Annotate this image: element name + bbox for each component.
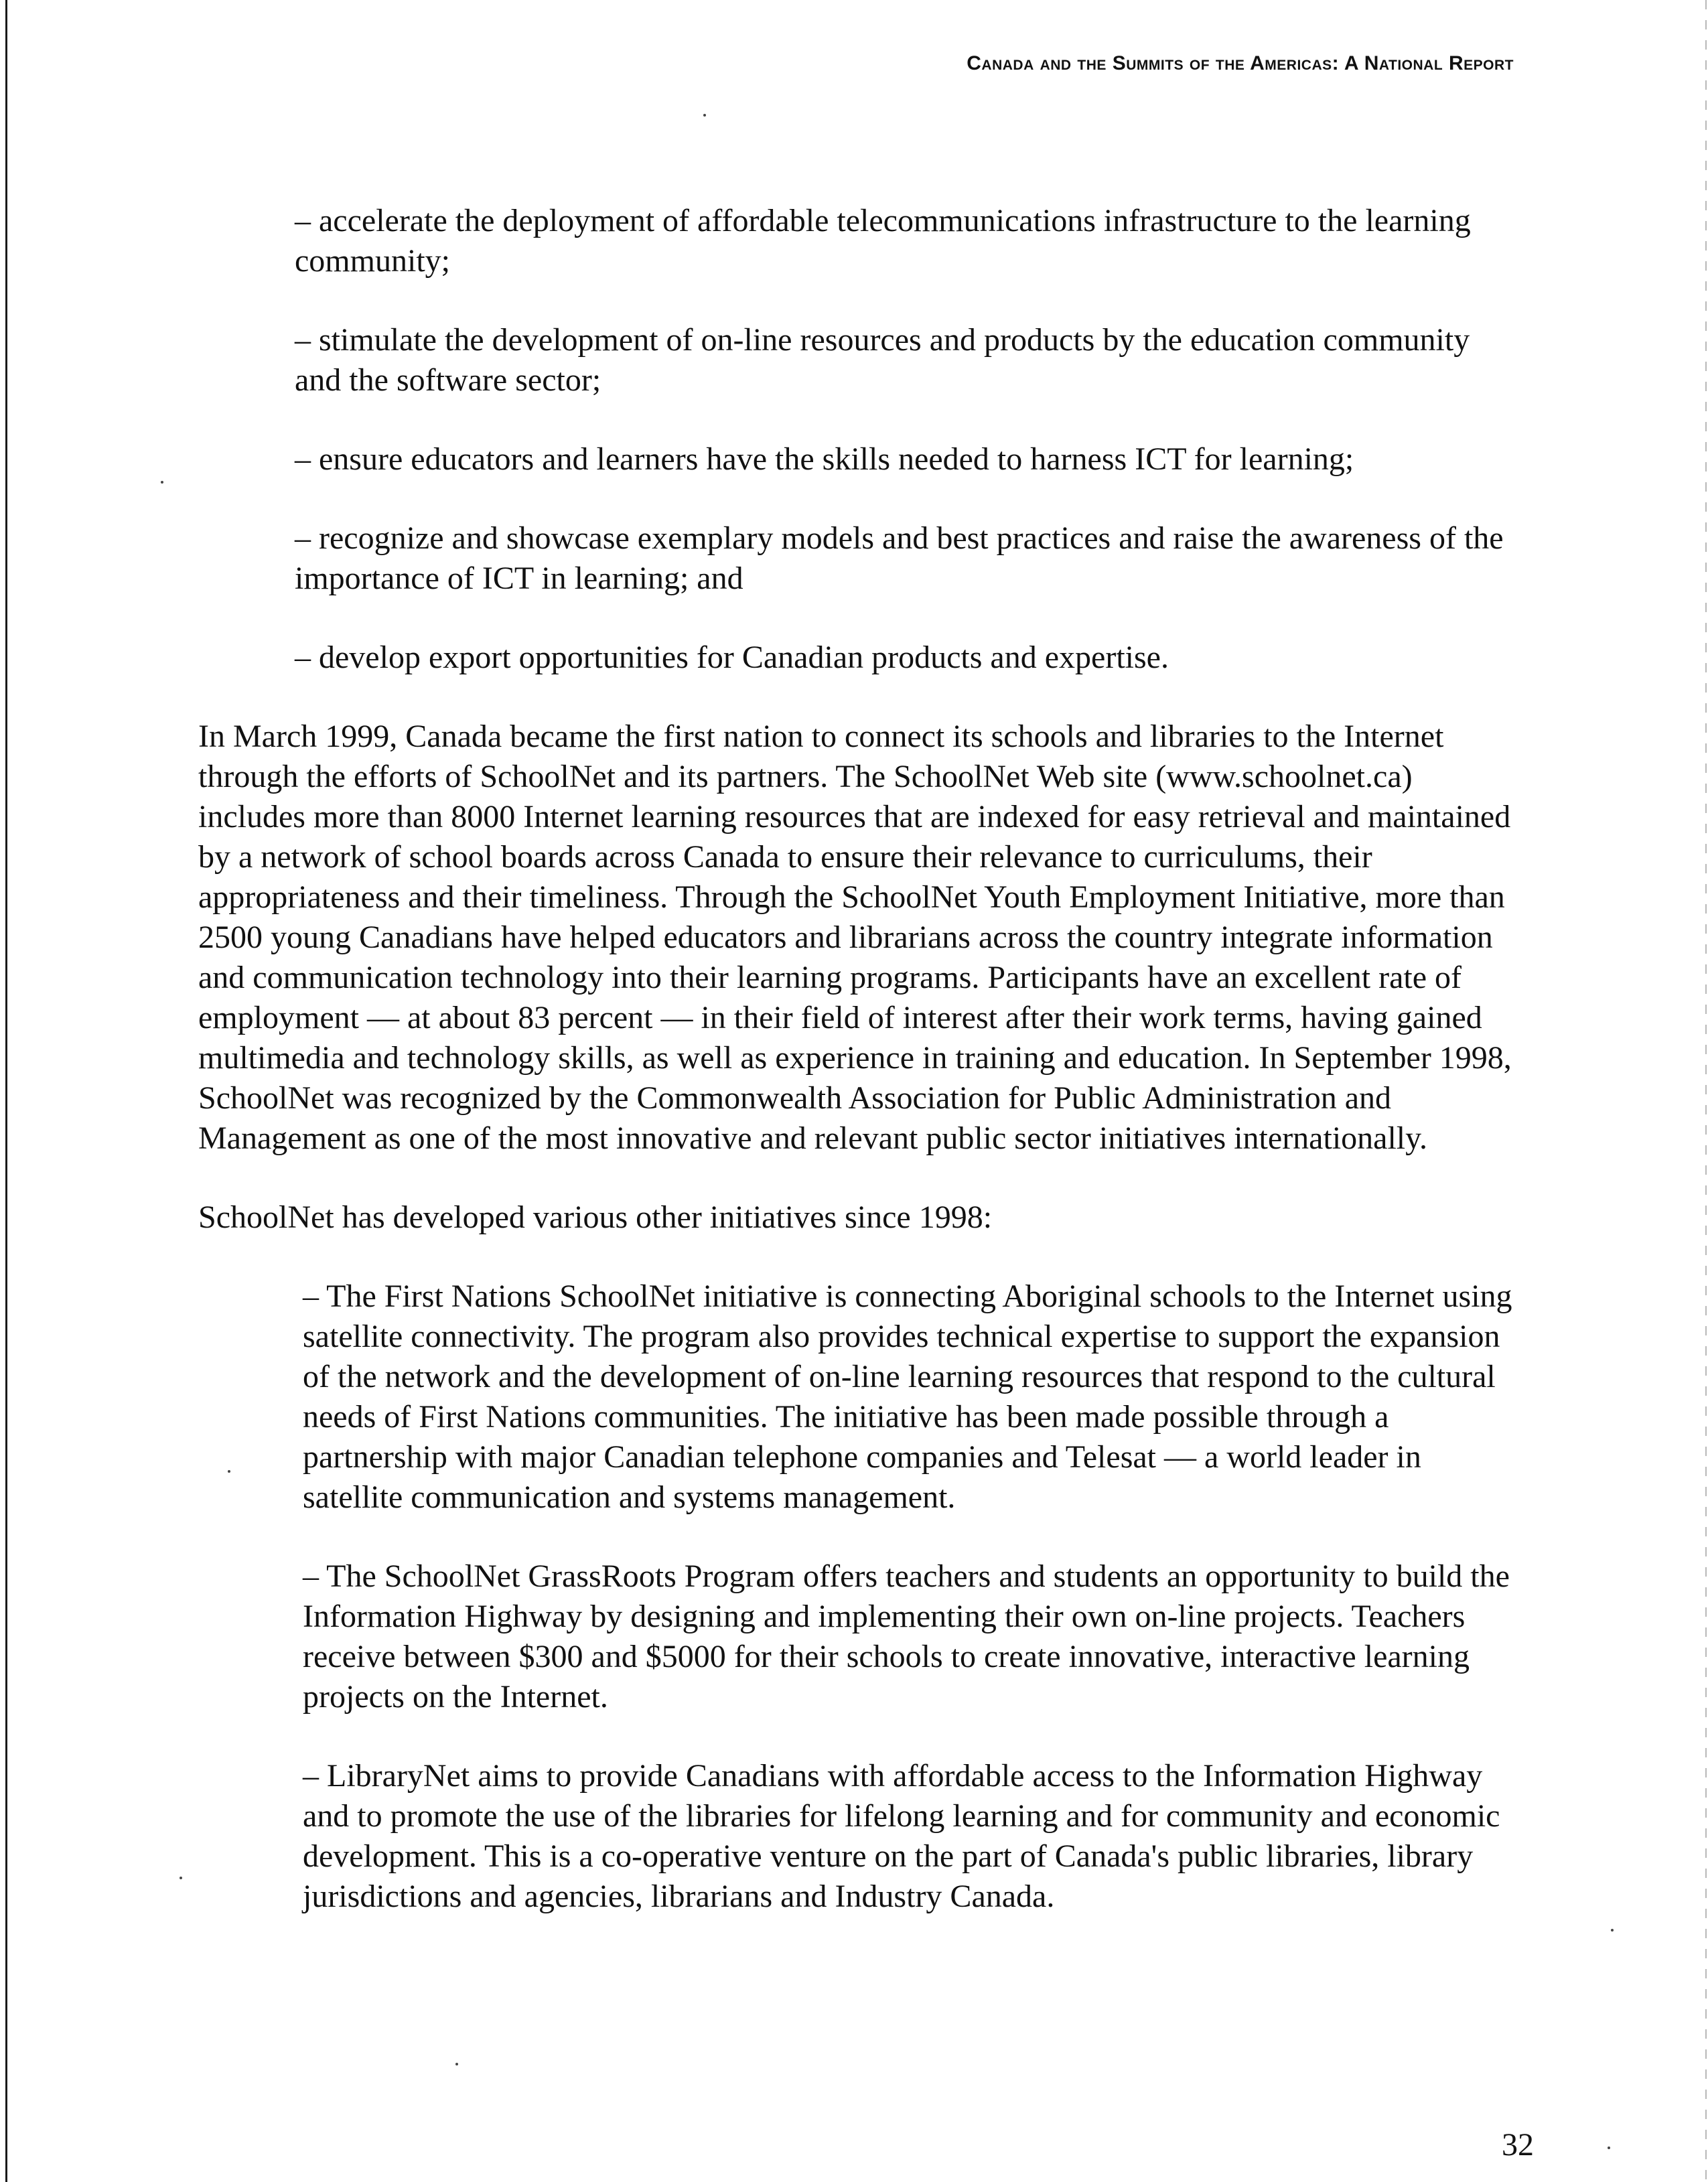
list-item: – stimulate the development of on-line resources and products by the education community and the software sector;: [295, 322, 1470, 398]
page-edge-left: [5, 0, 7, 2182]
list-item: – accelerate the deployment of affordable telecommunications infrastructure to the learning community;: [295, 203, 1471, 279]
list-item: – develop export opportunities for Canadian products and expertise.: [295, 640, 1169, 675]
scan-speck: [1611, 1929, 1614, 1932]
list-item: – The First Nations SchoolNet initiative is connecting Aboriginal schools to the Internet using satellite connectivity. The program also provides technical expertise to support the expansion of the network and the development of on-line learning resources that respond to the cultural needs of First Nations communities. The initiative has been made possible through a partnership with major Canadian telephone companies and Telesat — a world leader in satellite communication and systems management.: [303, 1279, 1512, 1515]
list-item: – The SchoolNet GrassRoots Program offers teachers and students an opportunity to build the Information Highway by designing and implementing their own on-line projects. Teachers receive between $300 and $5000 for their schools to create innovative, interactive learning projects on the Internet.: [303, 1558, 1510, 1715]
list-item: – ensure educators and learners have the skills needed to harness ICT for learning;: [295, 441, 1354, 477]
schoolnet-paragraph: In March 1999, Canada became the first nation to connect its schools and libraries to the Internet through the efforts of SchoolNet and its partners. The SchoolNet Web site (www.schoolnet.ca) includes more than 8000 Internet learning resources that are indexed for easy retrieval and maintained by a network of school boards across Canada to ensure their relevance to curriculums, their appropriateness and their timeliness. Through the SchoolNet Youth Employment Initiative, more than 2500 young Canadians have helped educators and librarians across the country integrate information and communication technology into their learning programs. Participants have an excellent rate of employment — at about 83 percent — in their field of interest after their work terms, having gained multimedia and technology skills, as well as experience in training and education. In September 1998, SchoolNet was recognized by the Commonwealth Association for Public Administration and Management as one of the most innovative and relevant public sector initiatives internationally.: [198, 719, 1512, 1156]
initiatives-list: [303, 1277, 1528, 1917]
page-number: 32: [1502, 2127, 1534, 2163]
scan-speck: [161, 481, 163, 484]
scan-speck: [180, 1877, 182, 1879]
scan-speck: [1608, 2147, 1610, 2149]
scan-speck: [228, 1470, 230, 1473]
initiatives-intro: SchoolNet has developed various other initiatives since 1998:: [198, 1199, 993, 1235]
objectives-list: [295, 201, 1514, 678]
scan-speck: [455, 2063, 458, 2065]
page-body: [198, 201, 1538, 1956]
running-header: Canada and the Summits of the Americas: A National Report: [967, 52, 1514, 74]
scan-speck: [703, 114, 706, 117]
page-edge-right: [1705, 0, 1707, 2182]
list-item: – recognize and showcase exemplary models and best practices and raise the awareness of the importance of ICT in learning; and: [295, 520, 1504, 596]
list-item: – LibraryNet aims to provide Canadians with affordable access to the Information Highway and to promote the use of the libraries for lifelong learning and for community and economic development. This is a co-operative venture on the part of Canada's public libraries, library jurisdictions and agencies, librarians and Industry Canada.: [303, 1758, 1500, 1914]
